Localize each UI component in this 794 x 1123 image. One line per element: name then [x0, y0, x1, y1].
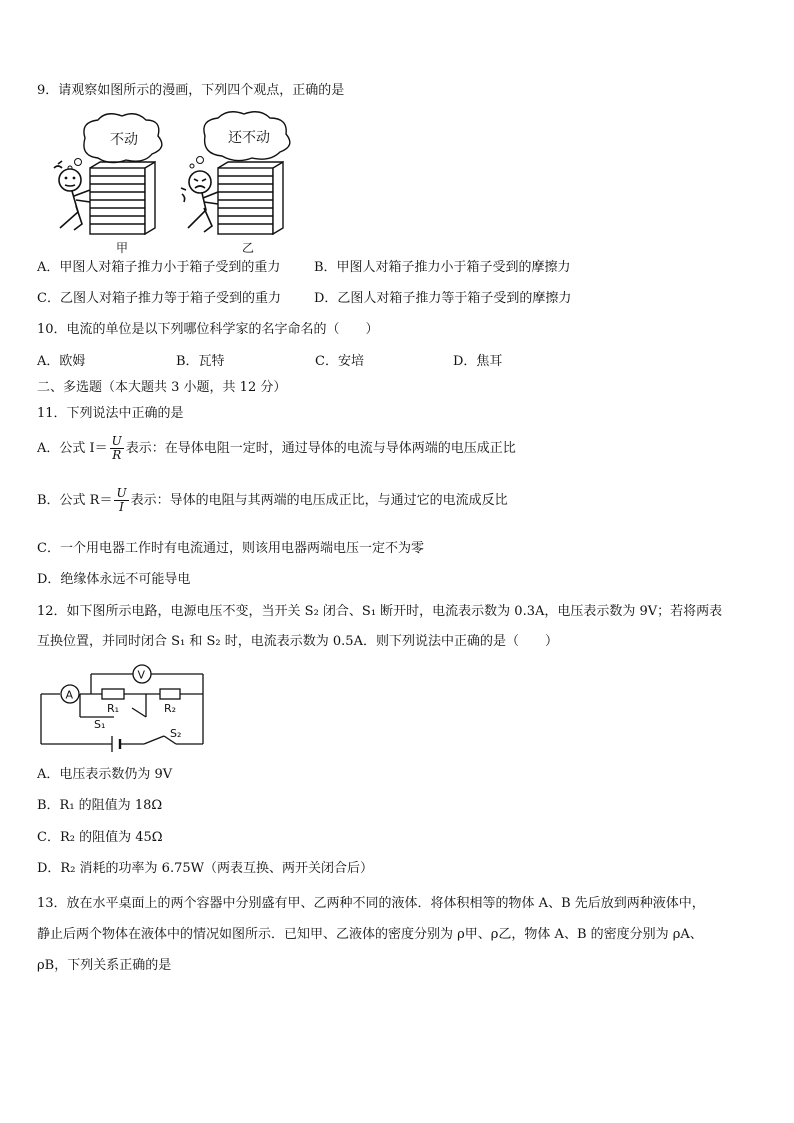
section-2-heading: 二、多选题（本大题共 3 小题，共 12 分） — [37, 380, 287, 395]
q11-option-a — [37, 432, 516, 466]
q12-stem-line-1: 12．如下图所示电路，电源电压不变，当开关 S₂ 闭合、S₁ 断开时，电流表示数为 0.3A，电压表示数为 9V；若将两表 — [37, 604, 723, 619]
q10-option-a: A．欧姆 — [37, 354, 86, 369]
person-right — [181, 171, 218, 232]
q9-cartoon-figure — [40, 110, 300, 255]
bubble-left-text: 不动 — [110, 132, 138, 148]
label-right: 乙 — [242, 241, 255, 255]
q11-b-prefix: B．公式 R＝ — [37, 493, 113, 508]
q12-stem-line-2: 互换位置，并同时闭合 S₁ 和 S₂ 时，电流表示数为 0.5A．则下列说法中正确的是（ ） — [37, 634, 558, 649]
svg-text:V: V — [137, 668, 146, 682]
q11-option-c: C．一个用电器工作时有电流通过，则该用电器两端电压一定不为零 — [37, 541, 424, 556]
box-left — [90, 162, 155, 234]
q10-option-d: D．焦耳 — [453, 354, 503, 369]
q13-line-2: 静止后两个物体在液体中的情况如图所示．已知甲、乙液体的密度分别为 ρ甲、ρ乙，物体 A、B 的密度分别为 ρA、 — [37, 927, 703, 942]
q11-option-d: D．绝缘体永远不可能导电 — [37, 572, 191, 587]
q13-line-3: ρB，下列关系正确的是 — [37, 958, 172, 973]
person-left — [54, 161, 90, 230]
q11-b-text: 表示：导体的电阻与其两端的电压成正比，与通过它的电流成反比 — [130, 493, 508, 508]
q10-option-b: B．瓦特 — [176, 354, 225, 369]
bubble-right-text: 还不动 — [228, 130, 270, 146]
q10-stem: 10．电流的单位是以下列哪位科学家的名字命名的（ ） — [37, 322, 379, 337]
q12-option-b: B．R₁ 的阻值为 18Ω — [37, 798, 163, 813]
q13-line-1: 13．放在水平桌面上的两个容器中分别盛有甲、乙两种不同的液体．将体积相等的物体 A、B 先后放到两种液体中， — [37, 896, 705, 911]
label-left: 甲 — [116, 241, 129, 255]
resistor-r1 — [102, 689, 124, 699]
label-r2: R₂ — [164, 702, 177, 715]
label-s1: S₁ — [94, 718, 106, 731]
q11-a-text: 表示：在导体电阻一定时，通过导体的电流与导体两端的电压成正比 — [125, 441, 516, 456]
q11-a-prefix: A．公式 I＝ — [37, 441, 108, 456]
q11-stem: 11．下列说法中正确的是 — [37, 406, 184, 421]
q9-stem: 9．请观察如图所示的漫画，下列四个观点，正确的是 — [37, 83, 345, 98]
label-r1: R₁ — [107, 702, 120, 715]
svg-text:A: A — [65, 688, 74, 702]
q12-option-d: D．R₂ 消耗的功率为 6.75W（两表互换、两开关闭合后） — [37, 861, 373, 876]
q9-option-d: D．乙图人对箱子推力等于箱子受到的摩擦力 — [314, 291, 572, 306]
q12-option-a: A．电压表示数仍为 9V — [37, 767, 173, 782]
formula-r-equals-u-over-i: $\frac{U}{I}$ — [116, 486, 127, 514]
q9-option-a: A．甲图人对箱子推力小于箱子受到的重力 — [37, 260, 281, 275]
label-s2: S₂ — [170, 727, 182, 740]
q12-option-c: C．R₂ 的阻值为 45Ω — [37, 830, 163, 845]
q12-circuit-diagram — [36, 662, 208, 752]
q9-option-b: B．甲图人对箱子推力小于箱子受到的摩擦力 — [314, 260, 571, 275]
formula-i-equals-u-over-r: $\frac{U}{R}$ — [111, 434, 122, 462]
q11-option-b — [37, 484, 508, 518]
resistor-r2 — [160, 689, 180, 699]
q10-option-c: C．安培 — [315, 354, 364, 369]
box-right — [218, 162, 283, 234]
q9-option-c: C．乙图人对箱子推力等于箱子受到的重力 — [37, 291, 281, 306]
